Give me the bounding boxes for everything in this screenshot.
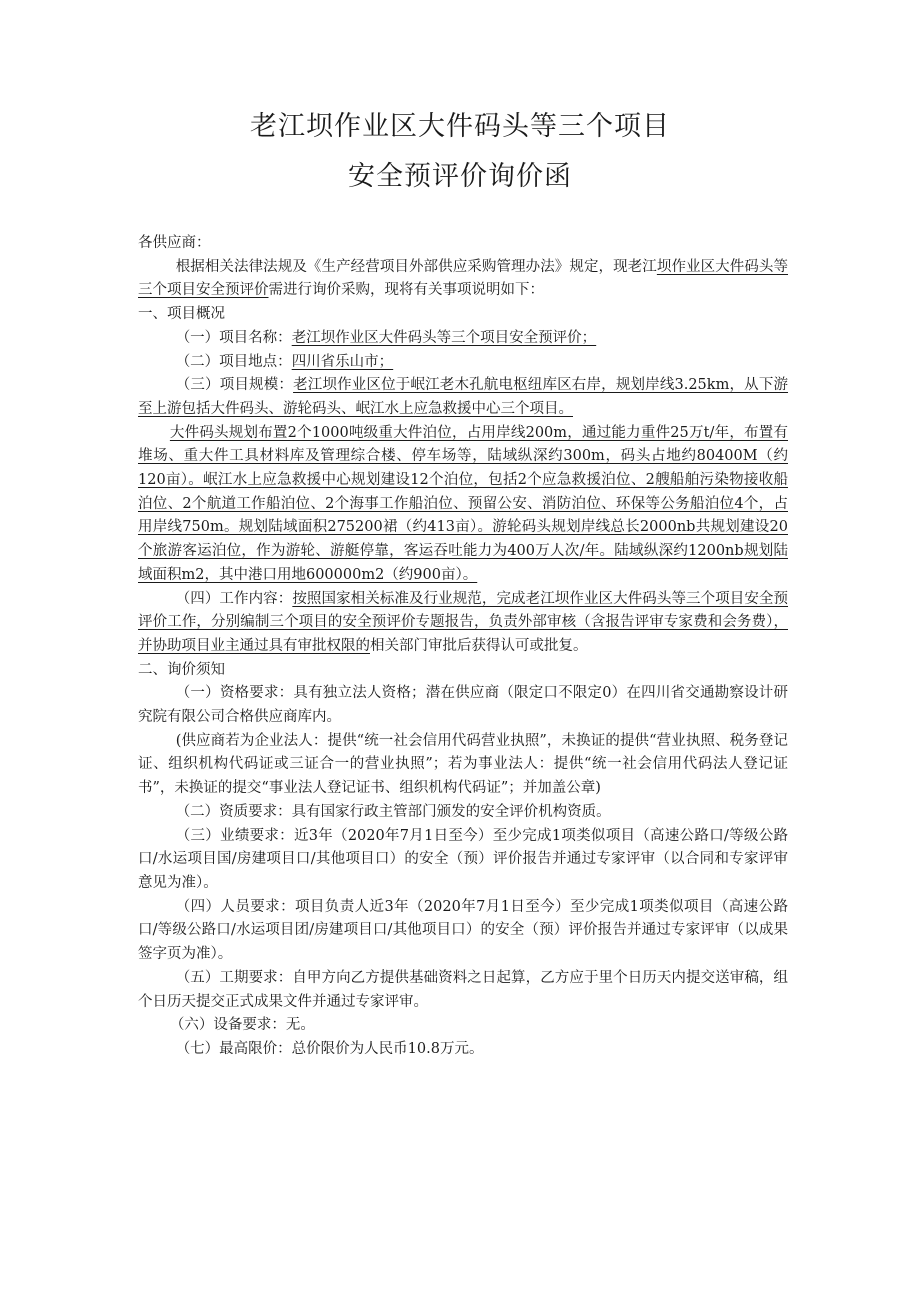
project-scale-label: （三）项目规模： [175,377,294,394]
project-scale-paragraph [138,374,788,421]
document-title-line2: 安全预评价询价函 [348,161,572,192]
certification-requirement: （二）资质要求：具有国家行政主管部门颁发的安全评价机构资质。 [175,803,611,820]
intro-paragraph [138,256,788,303]
project-name-value: 老江坝作业区大件码头等三个项目安全预评价； [291,329,597,346]
work-content-paragraph [138,588,788,659]
qualification-requirement: （一）资格要求：具有独立法人资格；潜在供应商（限定口不限定0）在四川省交通勘察设计研究院有限公司合格供应商库内。 [138,685,788,726]
project-name-label: （一）项目名称： [175,329,292,346]
project-scale-detail-text: 大件码头规划布置2个1000吨级重大件泊位，占用岸线200m，通过能力重件25万t/年，布置有堆场、重大件工具材料库及管理综合楼、停车场等，陆域纵深约300m，码头占地约80400M（约120亩）。岷江水上应急救援中心规划建设12个泊位，包括2个应急救援泊位、2艘船舶污染物接收船泊位、2个航道工作船泊位、2个海事工作船泊位、预留公安、消防泊位、环保等公务船泊位4个，占用岸线750m。规划陆域面积275200裙（约413亩）。游轮码头规划岸线总长2000nb共规划建设20个旅游客运泊位，作为游轮、游艇停靠，客运吞吐能力为400万人次/年。陆域纵深约1200nb规划陆域面积m2，其中港口用地600000m2（约900亩）。 [138,424,788,583]
salutation: 各供应商： [138,235,211,251]
intro-project-name: 坝作业区大件码头等三个项目安全预评价 [138,258,789,299]
work-content-rest: 相关部门审批后获得认可或批复。 [370,637,588,654]
performance-requirement: （三）业绩要求：近3年（2020年7月1日至今）至少完成1项类似项目（高速公路口/等级公路口/水运项目国/房建项目口/其他项目口）的安全（预）评价报告并通过专家评审（以合同和专家评审意见为准）。 [138,827,788,891]
personnel-requirement: （四）人员要求：项目负责人近3年（2020年7月1日至今）至少完成1项类似项目（高速公路口/等级公路口/水运项目团/房建项目口/其他项目口）的安全（预）评价报告并通过专家评审（以成果签字页为准）。 [138,898,788,963]
section1-heading: 一、项目概况 [138,306,225,323]
project-name-line [138,327,788,351]
project-scale-text: 老江坝作业区位于岷江老木孔航电枢纽库区右岸，规划岸线3.25km，从下游至上游包括大件码头、游轮码头、岷江水上应急救援中心三个项目。 [138,377,789,417]
section2-heading: 二、询价须知 [138,661,225,678]
intro-pre: 根据相关法律法规及《生产经营项目外部供应采购管理办法》规定，现老江 [175,258,657,275]
work-content-label: （四）工作内容： [175,590,293,607]
schedule-requirement: （五）工期要求：自甲方向乙方提供基础资料之日起算，乙方应于里个日历天内提交送审稿，组个日历天提交正式成果文件并通过专家评审。 [138,969,788,1010]
document-body [138,232,788,1062]
project-scale-detail [138,422,788,588]
equipment-requirement: （六）设备要求：无。 [169,1017,315,1034]
work-content-underlined: 按照国家相关标准及行业规范，完成老江坝作业区大件码头等三个项目安全预评价工作，分别编制三个项目的安全预评价专题报告，负责外部审核（含报告评审专家费和会务费），并协助项目业主通过具有审批权限的 [138,590,789,654]
project-location-label: （二）项目地点： [175,353,292,370]
price-limit: （七）最高限价：总价限价为人民币10.8万元。 [175,1040,484,1057]
intro-post: 需进行询价采购，现将有关事项说明如下： [268,282,544,299]
document-title-line1: 老江坝作业区大件码头等三个项目 [250,111,670,142]
project-location-value: 四川省乐山市； [291,353,394,370]
project-location-line [138,351,788,375]
qualification-note: (供应商若为企业法人：提供“统一社会信用代码营业执照”，未换证的提供“营业执照、税务登记证、组织机构代码证或三证合一的营业执照”；若为事业法人：提供“统一社会信用代码法人登记证书”，未换证的提交“事业法人登记证书、组织机构代码证”；并加盖公章) [138,732,788,797]
